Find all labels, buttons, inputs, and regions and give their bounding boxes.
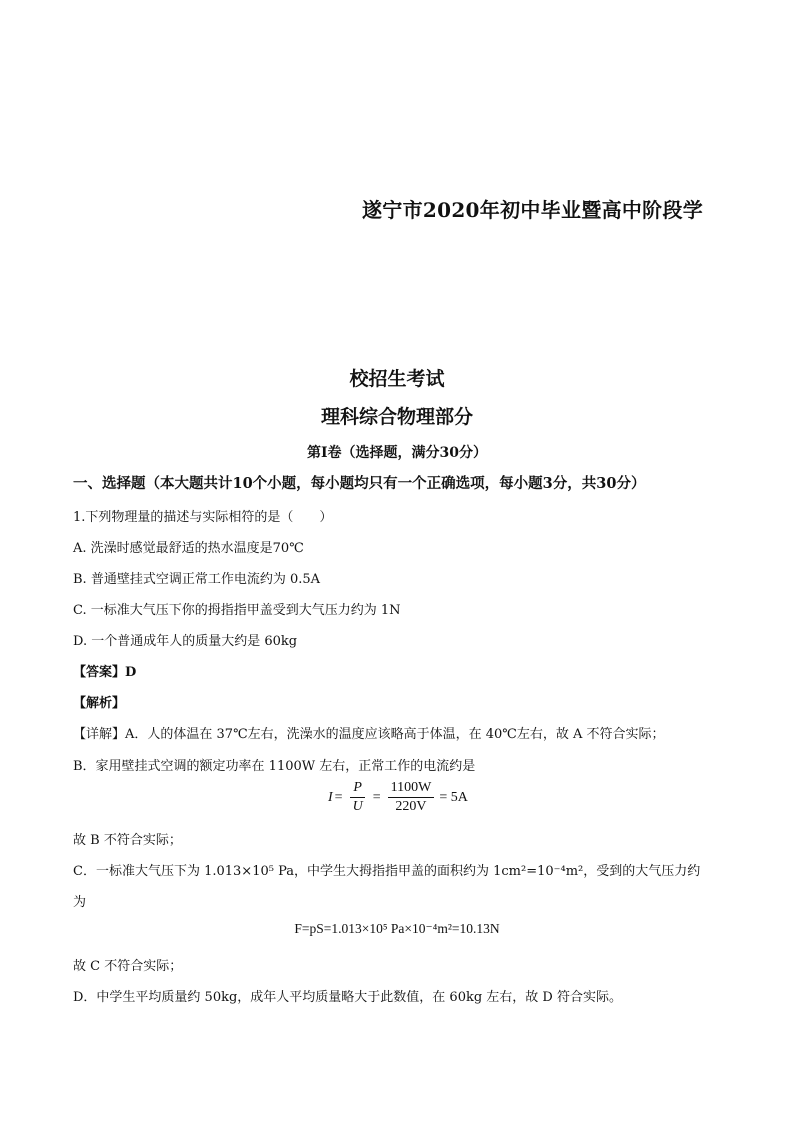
detail-label: 【详解】: [73, 727, 126, 742]
detail-a-text: A．人的体温在 37℃左右，洗澡水的温度应该略高于体温，在 40℃左右，故 A 不符合实际；: [125, 727, 665, 742]
fraction-values: [388, 780, 435, 815]
detail-a: [73, 723, 665, 742]
answer-label: 【答案】: [73, 665, 126, 680]
part-heading: 第Ⅰ卷（选择题，满分30分）: [306, 445, 488, 461]
formula-result: = 5A: [439, 789, 468, 805]
fraction-denominator: U: [352, 799, 363, 814]
question-stem: 1.下列物理量的描述与实际相符的是（ ）: [73, 510, 333, 525]
option-d: D. 一个普通成年人的质量大约是 60kg: [73, 634, 298, 649]
fraction-numerator: P: [350, 780, 365, 798]
detail-c-conclusion: 故 C 不符合实际；: [73, 959, 183, 974]
fraction-p-over-u: [350, 780, 366, 815]
formula-pressure-force: F=pS=1.013×10⁵ Pa×10⁻⁴m²=10.13N: [294, 921, 500, 936]
detail-b: B．家用壁挂式空调的额定功率在 1100W 左右，正常工作的电流约是: [73, 759, 476, 774]
detail-d: D．中学生平均质量约 50kg，成年人平均质量略大于此数值，在 60kg 左右，故 D 符合实际。: [73, 990, 622, 1005]
detail-b-conclusion: 故 B 不符合实际；: [73, 833, 182, 848]
document-subtitle: 理科综合物理部分: [320, 406, 473, 428]
answer-line: [73, 661, 136, 680]
option-b: B. 普通壁挂式空调正常工作电流约为 0.5A: [73, 572, 321, 587]
answer-value: D: [125, 665, 137, 680]
formula-eq-1: =: [334, 789, 343, 805]
document-title: 遂宁市2020年初中毕业暨高中阶段学: [362, 198, 704, 222]
detail-c-cont: 为: [73, 895, 87, 910]
option-c: C. 一标准大气压下你的拇指指甲盖受到大气压力约为 1N: [73, 603, 401, 618]
document-title-line2: 校招生考试: [349, 368, 445, 390]
formula-current: [328, 780, 468, 815]
detail-c: C．一标准大气压下为 1.013×10⁵ Pa，中学生大拇指指甲盖的面积约为 1cm²=10⁻⁴m²，受到的大气压力约: [73, 864, 701, 879]
formula-lhs: I: [328, 789, 333, 805]
section-heading: 一、选择题（本大题共计10个小题，每小题均只有一个正确选项，每小题3分，共30分）: [73, 475, 646, 492]
fraction-numerator: 1100W: [388, 780, 435, 798]
fraction-denominator: 220V: [395, 799, 427, 814]
formula-eq-2: =: [372, 789, 381, 805]
option-a: A. 洗澡时感觉最舒适的热水温度是70℃: [73, 541, 304, 556]
analysis-label: 【解析】: [73, 696, 126, 711]
